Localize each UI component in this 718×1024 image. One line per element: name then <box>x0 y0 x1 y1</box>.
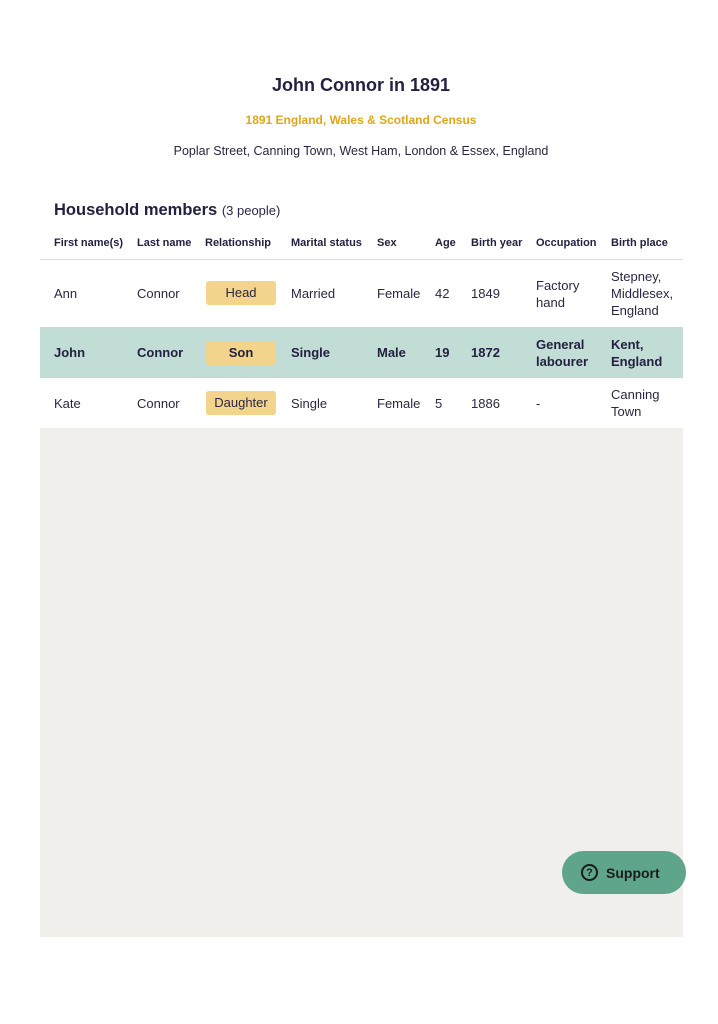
col-relationship: Relationship <box>205 237 272 249</box>
cell-last-name: Connor <box>137 286 180 301</box>
census-name: 1891 England, Wales & Scotland Census <box>245 113 477 127</box>
cell-first-name: Kate <box>54 396 81 411</box>
table-row-highlighted[interactable] <box>40 327 683 378</box>
cell-birth-year: 1886 <box>471 396 500 411</box>
cell-birth-place: Kent, England <box>611 337 663 369</box>
cell-age: 19 <box>435 345 450 360</box>
cell-sex: Female <box>377 286 421 301</box>
help-circle-icon: ? <box>581 864 598 881</box>
relationship-badge: Daughter <box>206 391 276 415</box>
cell-first-name: Ann <box>54 286 78 301</box>
cell-marital-status: Single <box>291 396 328 411</box>
household-count: (3 people) <box>221 203 281 218</box>
support-label: Support <box>606 864 660 881</box>
cell-marital-status: Married <box>291 286 336 301</box>
cell-last-name: Connor <box>137 396 180 411</box>
col-last-name: Last name <box>137 237 192 249</box>
cell-birth-place: Canning Town <box>611 387 660 419</box>
cell-occupation: - <box>536 396 541 411</box>
cell-marital-status: Single <box>291 345 331 360</box>
address: Poplar Street, Canning Town, West Ham, London & Essex, England <box>173 144 549 158</box>
cell-occupation: General labourer <box>536 337 589 369</box>
col-age: Age <box>435 237 456 249</box>
page-title: John Connor in 1891 <box>271 75 451 95</box>
cell-age: 42 <box>435 286 450 301</box>
cell-birth-year: 1872 <box>471 345 500 360</box>
cell-last-name: Connor <box>137 345 184 360</box>
col-first-name: First name(s) <box>54 237 124 249</box>
col-marital-status: Marital status <box>291 237 362 249</box>
cell-birth-year: 1849 <box>471 286 500 301</box>
col-occupation: Occupation <box>536 237 597 249</box>
cell-sex: Male <box>377 345 406 360</box>
col-birth-year: Birth year <box>471 237 523 249</box>
cell-first-name: John <box>54 345 86 360</box>
household-heading <box>54 201 280 220</box>
relationship-badge: Head <box>206 281 276 305</box>
cell-birth-place: Stepney, Middlesex, England <box>611 269 674 318</box>
table-row[interactable] <box>40 260 683 327</box>
cell-age: 5 <box>435 396 443 411</box>
col-birth-place: Birth place <box>611 237 668 249</box>
cell-sex: Female <box>377 396 421 411</box>
cell-occupation: Factory hand <box>536 278 580 310</box>
col-sex: Sex <box>377 237 397 249</box>
household-title: Household members <box>54 201 218 219</box>
relationship-badge: Son <box>206 341 276 365</box>
table-row[interactable] <box>40 378 683 428</box>
support-button[interactable] <box>562 851 686 894</box>
